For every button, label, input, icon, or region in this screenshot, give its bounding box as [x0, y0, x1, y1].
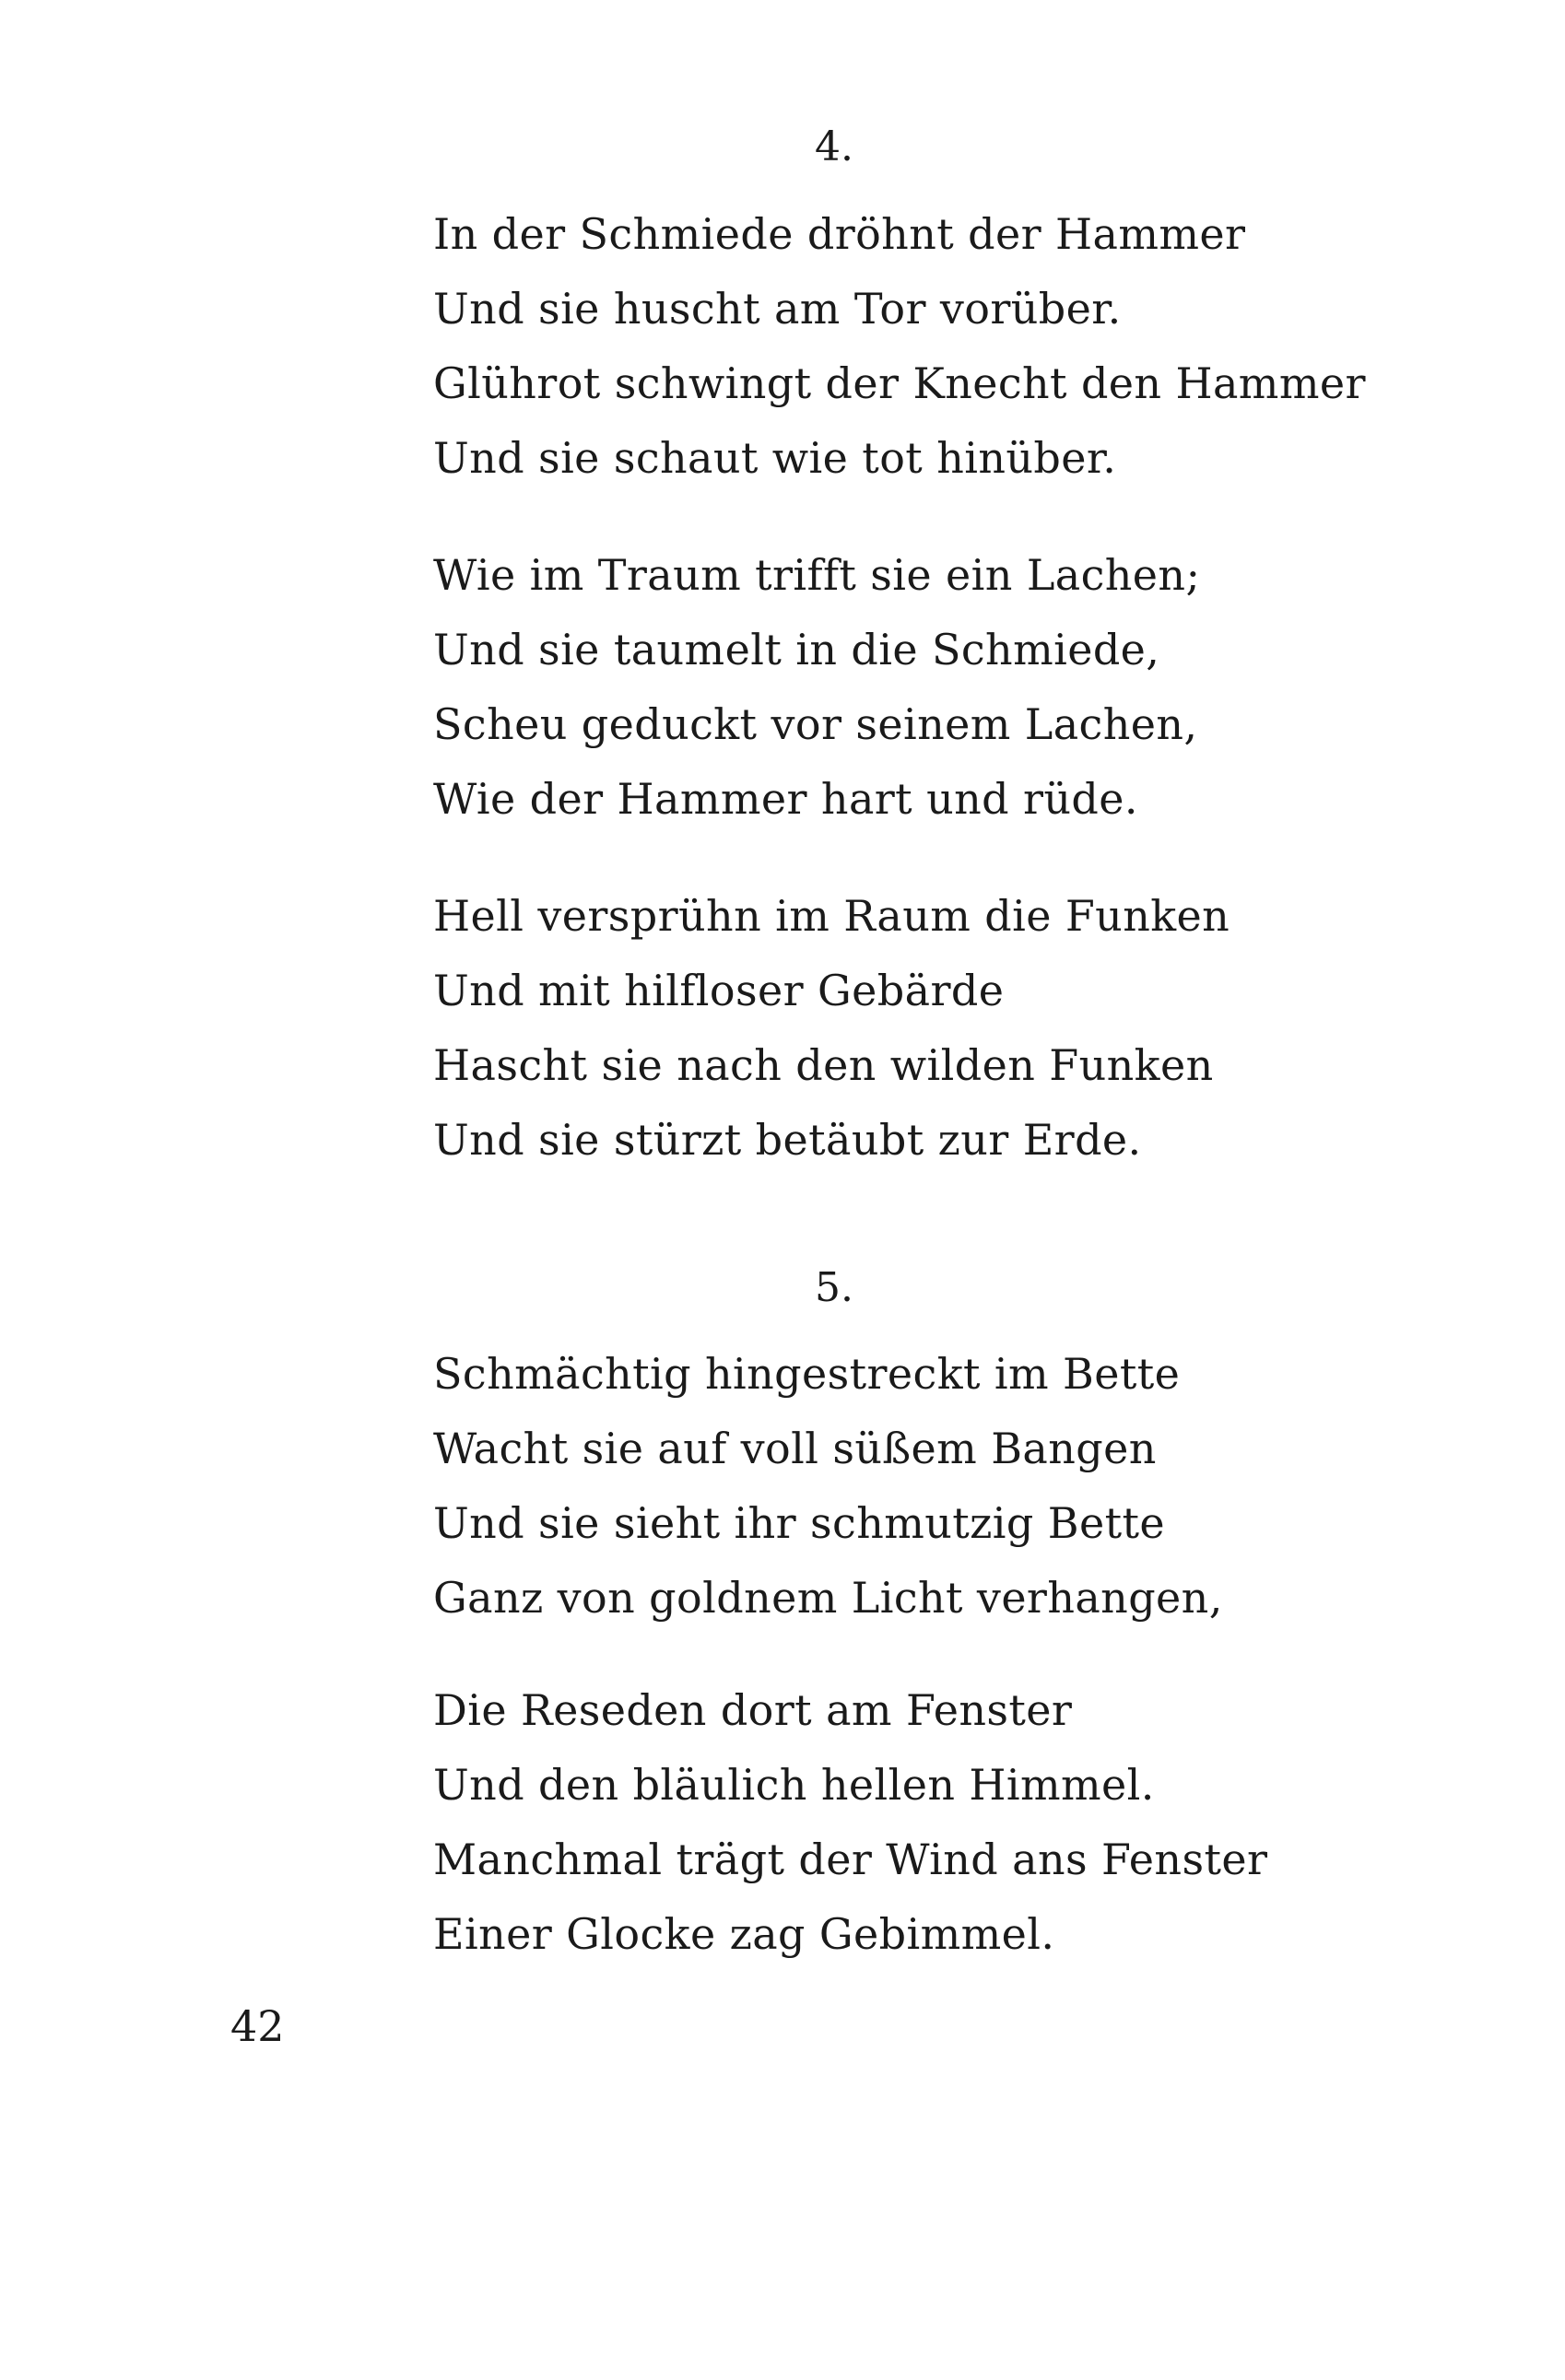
stanza-4-1 — [433, 197, 1366, 496]
poem-line: Die Reseden dort am Fenster — [433, 1685, 1073, 1735]
poem-line: Hascht sie nach den wilden Funken — [433, 1040, 1214, 1090]
poem-line: Und sie huscht am Tor vorüber. — [433, 284, 1122, 334]
stanza-4-3 — [433, 879, 1230, 1178]
poem-line: Wie im Traum trifft sie ein Lachen; — [433, 550, 1201, 600]
section-number-4: 4. — [815, 123, 853, 170]
poem-line: Und sie schaut wie tot hinüber. — [433, 433, 1117, 483]
poem-line: Manchmal trägt der Wind ans Fenster — [433, 1835, 1268, 1884]
poem-line: Und mit hilfloser Gebärde — [433, 966, 1005, 1015]
poem-line: Und sie sieht ihr schmutzig Bette — [433, 1498, 1166, 1548]
poem-line: Und sie stürzt betäubt zur Erde. — [433, 1115, 1142, 1165]
stanza-5-2 — [433, 1673, 1267, 1972]
poem-line: Und sie taumelt in die Schmiede, — [433, 625, 1160, 674]
poem-line: Schmächtig hingestreckt im Bette — [433, 1349, 1181, 1399]
poem-line: Einer Glocke zag Gebimmel. — [433, 1909, 1055, 1959]
stanza-4-2 — [433, 538, 1200, 837]
poem-line: In der Schmiede dröhnt der Hammer — [433, 209, 1246, 259]
poem-line: Scheu geduckt vor seinem Lachen, — [433, 699, 1198, 749]
section-number-5: 5. — [815, 1264, 853, 1311]
stanza-5-1 — [433, 1337, 1223, 1636]
poem-line: Und den bläulich hellen Himmel. — [433, 1760, 1155, 1810]
page-number: 42 — [230, 2001, 285, 2051]
poem-line: Wacht sie auf voll süßem Bangen — [433, 1424, 1157, 1473]
poem-line: Wie der Hammer hart und rüde. — [433, 774, 1138, 824]
poem-line: Hell versprühn im Raum die Funken — [433, 891, 1230, 941]
poem-line: Glührot schwingt der Knecht den Hammer — [433, 358, 1366, 408]
poem-line: Ganz von goldnem Licht verhangen, — [433, 1573, 1223, 1623]
